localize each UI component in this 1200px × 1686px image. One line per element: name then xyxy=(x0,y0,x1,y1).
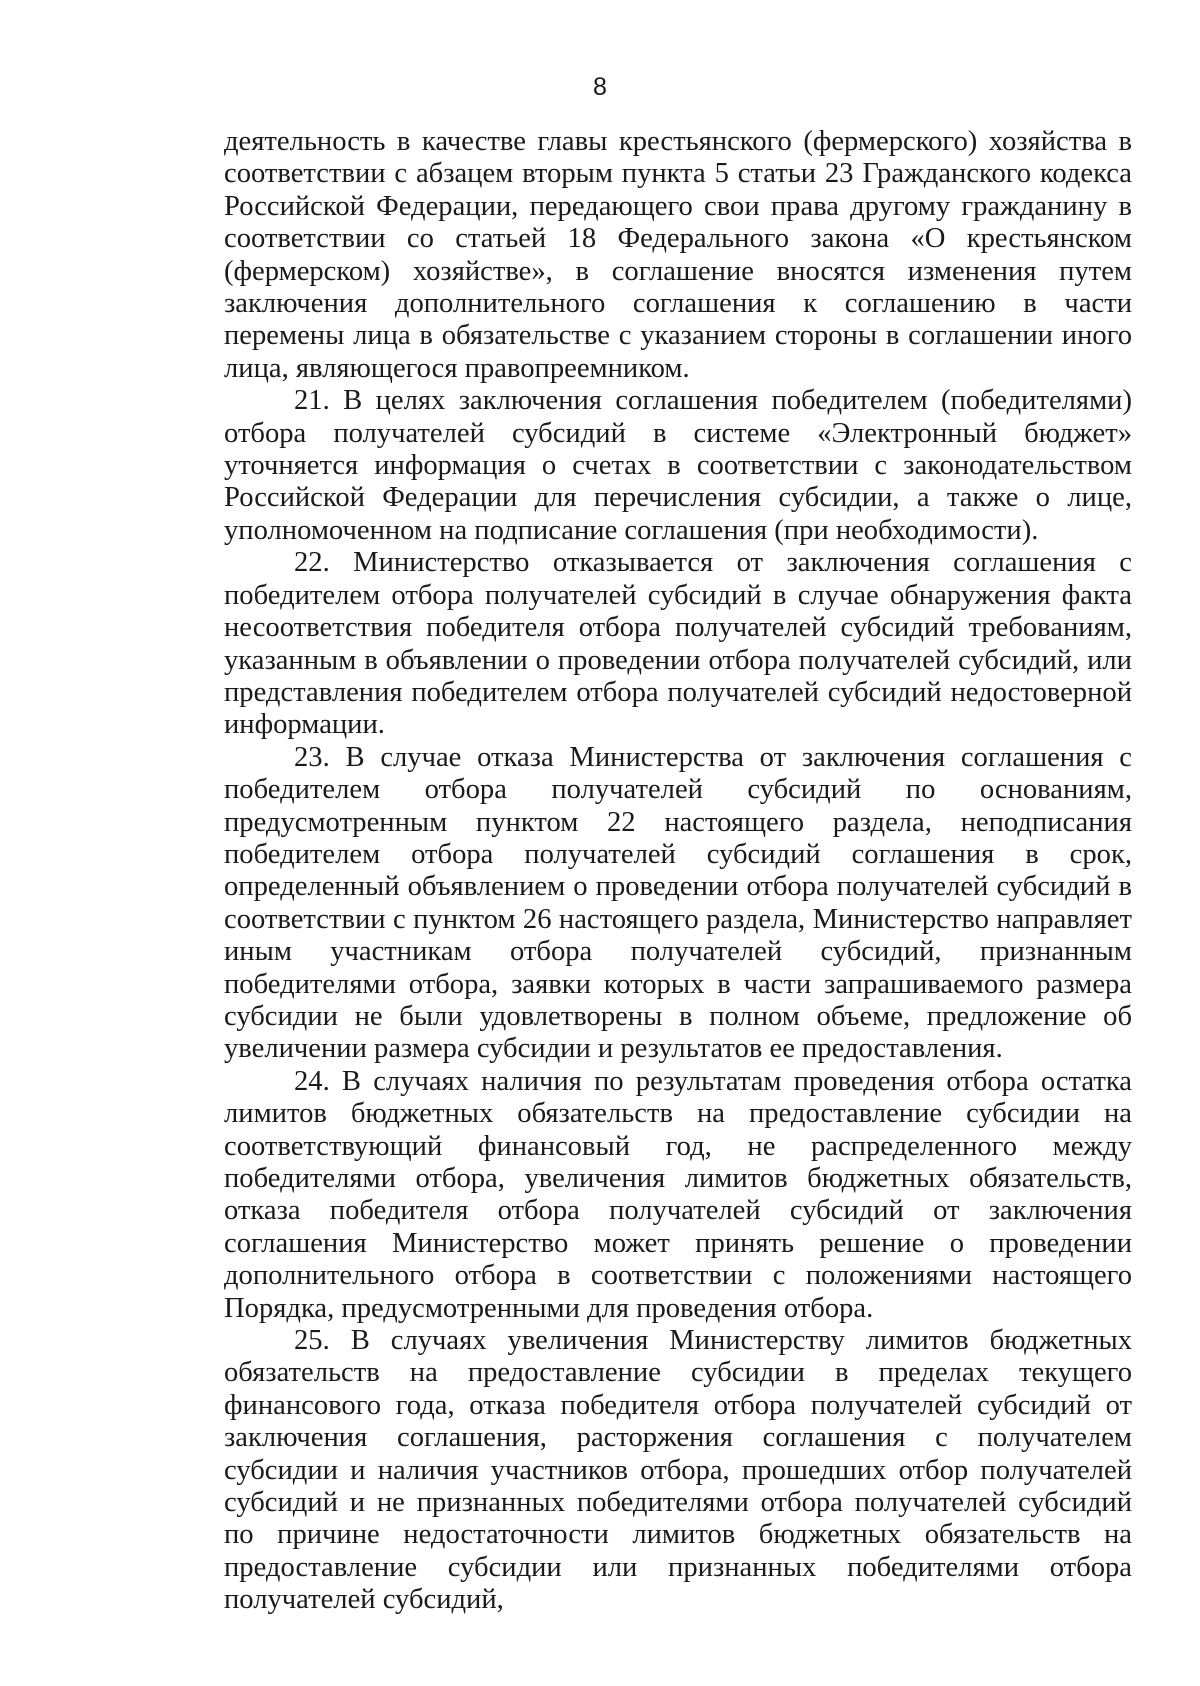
paragraph-continuation: деятельность в качестве главы крестьянского (фермерского) хозяйства в соответствии с абзацем вторым пункта 5 статьи 23 Гражданского кодекса Российской Федерации, передающего свои права другому гражданину в соответствии со статьей 18 Федерального закона «О крестьянском (фермерском) хозяйстве», в соглашение вносятся изменения путем заключения дополнительного соглашения к соглашению в части перемены лица в обязательстве с указанием стороны в соглашении иного лица, являющегося правопреемником. xyxy=(224,126,1132,384)
page-number: 8 xyxy=(593,73,607,101)
paragraph-21: 21. В целях заключения соглашения победителем (победителями) отбора получателей субсидий в системе «Электронный бюджет» уточняется информация о счетах в соответствии с законодательством Российской Федерации для перечисления субсидии, а также о лице, уполномоченном на подписание соглашения (при необходимости). xyxy=(224,385,1132,546)
document-body xyxy=(224,126,1132,1617)
paragraph-22: 22. Министерство отказывается от заключения соглашения с победителем отбора получателей субсидий в случае обнаружения факта несоответствия победителя отбора получателей субсидий требованиям, указанным в объявлении о проведении отбора получателей субсидий, или представления победителем отбора получателей субсидий недостоверной информации. xyxy=(224,547,1132,741)
paragraph-25: 25. В случаях увеличения Министерству лимитов бюджетных обязательств на предоставление субсидии в пределах текущего финансового года, отказа победителя отбора получателей субсидий от заключения соглашения, расторжения соглашения с получателем субсидии и наличия участников отбора, прошедших отбор получателей субсидий и не признанных победителями отбора получателей субсидий по причине недостаточности лимитов бюджетных обязательств на предоставление субсидии или признанных победителями отбора получателей субсидий, xyxy=(224,1325,1132,1616)
paragraph-24: 24. В случаях наличия по результатам проведения отбора остатка лимитов бюджетных обязательств на предоставление субсидии на соответствующий финансовый год, не распределенного между победителями отбора, увеличения лимитов бюджетных обязательств, отказа победителя отбора получателей субсидий от заключения соглашения Министерство может принять решение о проведении дополнительного отбора в соответствии с положениями настоящего Порядка, предусмотренными для проведения отбора. xyxy=(224,1065,1132,1324)
paragraph-23: 23. В случае отказа Министерства от заключения соглашения с победителем отбора получателей субсидий по основаниям, предусмотренным пунктом 22 настоящего раздела, неподписания победителем отбора получателей субсидий соглашения в срок, определенный объявлением о проведении отбора получателей субсидий в соответствии с пунктом 26 настоящего раздела, Министерство направляет иным участникам отбора получателей субсидий, признанным победителями отбора, заявки которых в части запрашиваемого размера субсидии не были удовлетворены в полном объеме, предложение об увеличении размера субсидии и результатов ее предоставления. xyxy=(224,741,1132,1065)
